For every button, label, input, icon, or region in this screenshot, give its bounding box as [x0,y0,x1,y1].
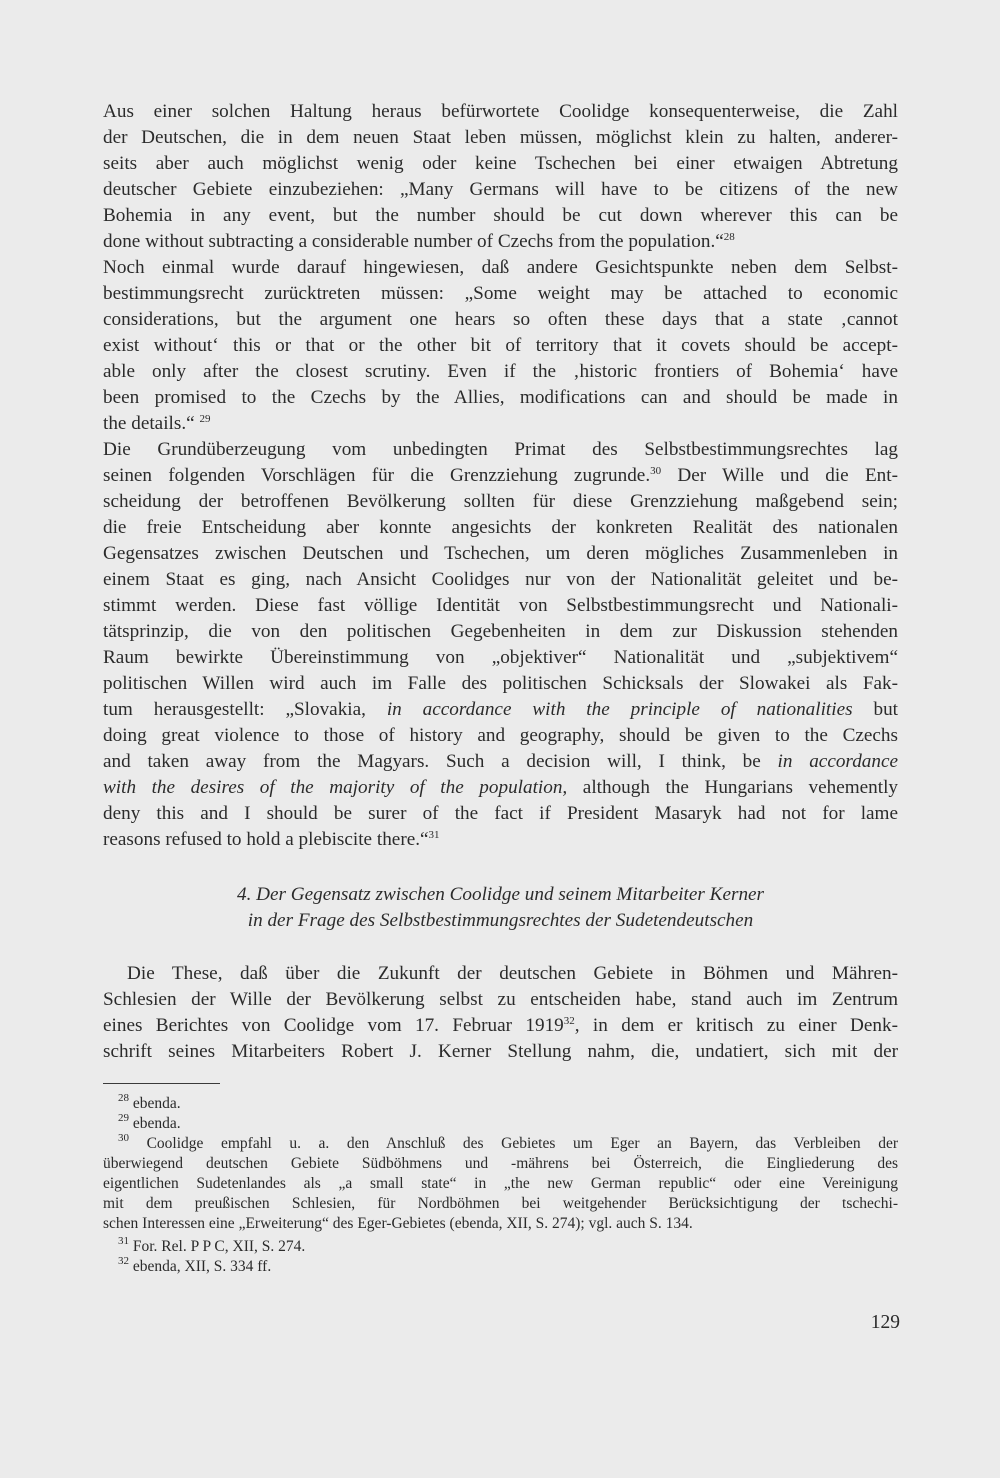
text-line: considerations, but the argument one hears so often these days that a state ‚cannot [103,309,898,330]
footnote-ref: 31 [428,829,440,841]
footnotes [103,1094,898,1277]
footnote-ref: 28 [723,231,735,243]
text-line: Noch einmal wurde darauf hingewiesen, daß andere Gesichtspunkte neben dem Selbst- [103,257,898,278]
text-line: doing great violence to those of history and geography, should be given to the Czechs [103,725,898,746]
text-line: Schlesien der Wille der Bevölkerung selbst zu entscheiden habe, stand auch im Zentrum [103,989,898,1010]
text-line: bestimmungsrecht zurücktreten müssen: „Some weight may be attached to economic [103,283,898,304]
text-line: done without subtracting a considerable number of Czechs from the population.“$^{28}$ [103,231,735,252]
text-line: deutscher Gebiete einzubeziehen: „Many Germans will have to be citizens of the new [103,179,898,200]
text-line: reasons refused to hold a plebiscite there.“$^{31}$ [103,829,440,850]
paragraph-coolidge-position [103,99,898,853]
text-line: Raum bewirkte Übereinstimmung von „objektiver“ Nationalität und „subjektivem“ [103,647,898,668]
footnote-31: $^{31}$ For. Rel. P P C, XII, S. 274. [118,1235,306,1255]
footnote-29: $^{29}$ ebenda. [118,1112,181,1132]
text-line: tum herausgestellt: „Slovakia, in accordance with the principle of nationalities but [103,699,898,720]
footnote-divider [103,1083,220,1084]
text-line: einem Staat es ging, nach Ansicht Coolidges nur von der Nationalität geleitet und be- [103,569,898,590]
footnote-32: $^{32}$ ebenda, XII, S. 334 ff. [118,1255,272,1275]
footnote-30-line: überwiegend deutschen Gebiete Südböhmens und -mährens bei Österreich, die Eingliederung des [103,1155,898,1172]
footnote-ref: 29 [199,413,211,425]
text-line: scheidung der betroffenen Bevölkerung sollten für diese Grenzziehung maßgebend sein; [103,491,898,512]
text-line: exist without‘ this or that or the other bit of territory that it covets should be accept- [103,335,898,356]
text-line: tätsprinzip, die von den politischen Gegebenheiten in dem zur Diskussion stehenden [103,621,898,642]
text-line: politischen Willen wird auch im Falle des politischen Schicksals der Slowakei als Fak- [103,673,898,694]
text-line: seinen folgenden Vorschlägen für die Grenzziehung zugrunde.$^{30}$ Der Wille und die Ent- [103,465,898,486]
text-line: Aus einer solchen Haltung heraus befürwortete Coolidge konsequenterweise, die Zahl [103,101,898,122]
footnote-30-line: eigentlichen Sudetenlandes als „a small state“ in „the new German republic“ oder eine Vereinigung [103,1175,898,1192]
text-line: eines Berichtes von Coolidge vom 17. Februar 1919$^{32}$, in dem er kritisch zu einer Denk- [103,1015,898,1036]
text-line: been promised to the Czechs by the Allies, modifications can and should be made in [103,387,898,408]
text-line: stimmt werden. Diese fast völlige Identität von Selbstbestimmungsrecht und Nationali- [103,595,898,616]
text-line: Die Grundüberzeugung vom unbedingten Primat des Selbstbestimmungsrechtes lag [103,439,898,460]
text-line: the details.“ $^{29}$ [103,413,211,434]
footnote-30-line: schen Interessen eine „Erweiterung“ des Eger-Gebietes (ebenda, XII, S. 274); vgl. auch S. 134. [103,1215,693,1232]
text-line: seits aber auch möglichst wenig oder keine Tschechen bei einer etwaigen Abtretung [103,153,898,174]
text-line: Gegensatzes zwischen Deutschen und Tschechen, um deren mögliches Zusammenleben in [103,543,898,564]
text-line: with the desires of the majority of the population, although the Hungarians vehemently [103,777,898,798]
footnote-28: $^{28}$ ebenda. [118,1092,181,1112]
text-line: Bohemia in any event, but the number should be cut down wherever this can be [103,205,898,226]
footnote-30-line: mit dem preußischen Schlesien, für Nordböhmen bei weitgehender Berücksichtigung der tschechi- [103,1195,898,1212]
text-line: deny this and I should be surer of the fact if President Masaryk had not for lame [103,803,898,824]
footnote-ref: 30 [650,465,662,477]
footnote-30: $^{30}$ Coolidge empfahl u. a. den Anschluß des Gebietes um Eger an Bayern, das Verbleiben der [118,1132,899,1152]
text-line: able only after the closest scrutiny. Even if the ‚historic frontiers of Bohemia‘ have [103,361,898,382]
section-heading [103,882,898,934]
text-line: der Deutschen, die in dem neuen Staat leben müssen, möglichst klein zu halten, anderer- [103,127,898,148]
text-line: schrift seines Mitarbeiters Robert J. Kerner Stellung nahm, die, undatiert, sich mit der [103,1041,898,1062]
text-line: die freie Entscheidung aber konnte angesichts der konkreten Realität des nationalen [103,517,898,538]
text-line: Die These, daß über die Zukunft der deutschen Gebiete in Böhmen und Mähren- [127,963,898,984]
italic-quote: in accordance [777,751,899,772]
section-heading-line: in der Frage des Selbstbestimmungsrechtes der Sudetendeutschen [247,910,754,931]
page-number: 129 [870,1312,900,1333]
section-heading-line: 4. Der Gegensatz zwischen Coolidge und seinem Mitarbeiter Kerner [236,884,765,905]
italic-quote: in accordance with the principle of nationalities [386,699,853,720]
paragraph-kerner [103,961,898,1065]
italic-quote: with the desires of the majority of the population, [103,777,568,798]
footnote-ref: 32 [563,1015,575,1027]
text-line: and taken away from the Magyars. Such a decision will, I think, be in accordance [103,751,899,772]
